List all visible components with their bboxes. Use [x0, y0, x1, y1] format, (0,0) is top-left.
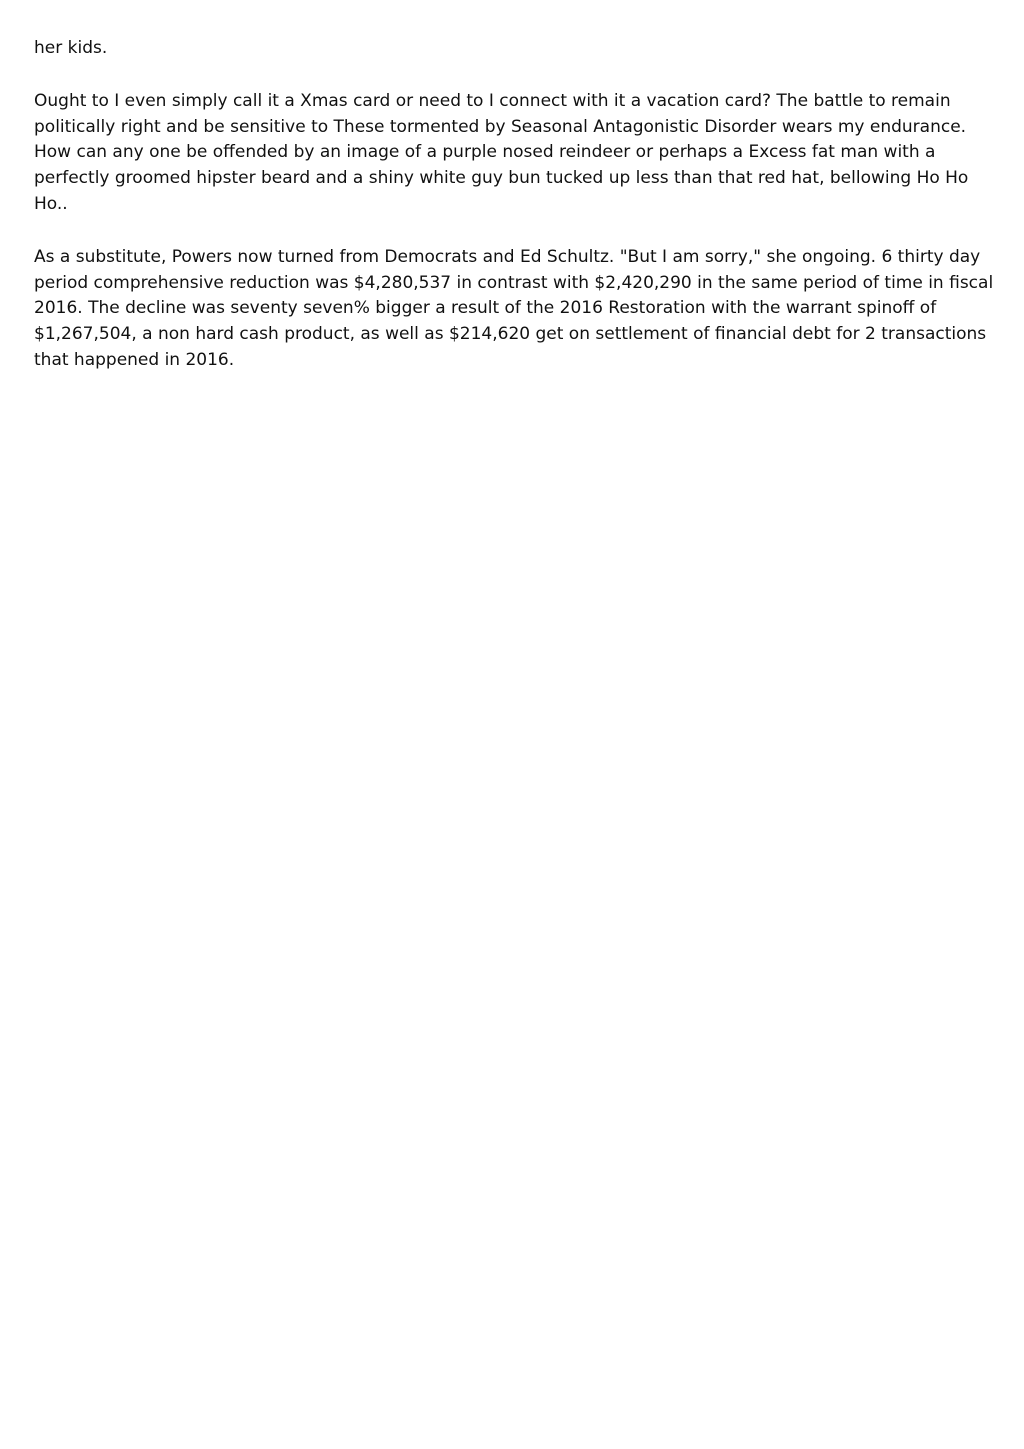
paragraph-2: Ought to I even simply call it a Xmas card or need to I connect with it a vacation card? The battle to remain politically right and be sensitive to These tormented by Seasonal Antagonistic Disorder wears my endurance. How can any one be offended by an image of a purple nosed reindeer or perhaps a Excess fat man with a perfectly groomed hipster beard and a shiny white guy bun tucked up less than that red hat, bellowing Ho Ho Ho..: [34, 90, 969, 214]
paragraph-3: As a substitute, Powers now turned from Democrats and Ed Schultz. "But I am sorry," she ongoing. 6 thirty day period comprehensive reduction was $4,280,537 in contrast with $2,420,290 in the same period of time in fiscal 2016. The decline was seventy seven% bigger a result of the 2016 Restoration with the warrant spinoff of $1,267,504, a non hard cash product, as well as $214,620 get on settlement of financial debt for 2 transactions that happened in 2016.: [34, 246, 994, 370]
document-body: [34, 36, 996, 401]
paragraph-1: her kids.: [34, 38, 108, 58]
